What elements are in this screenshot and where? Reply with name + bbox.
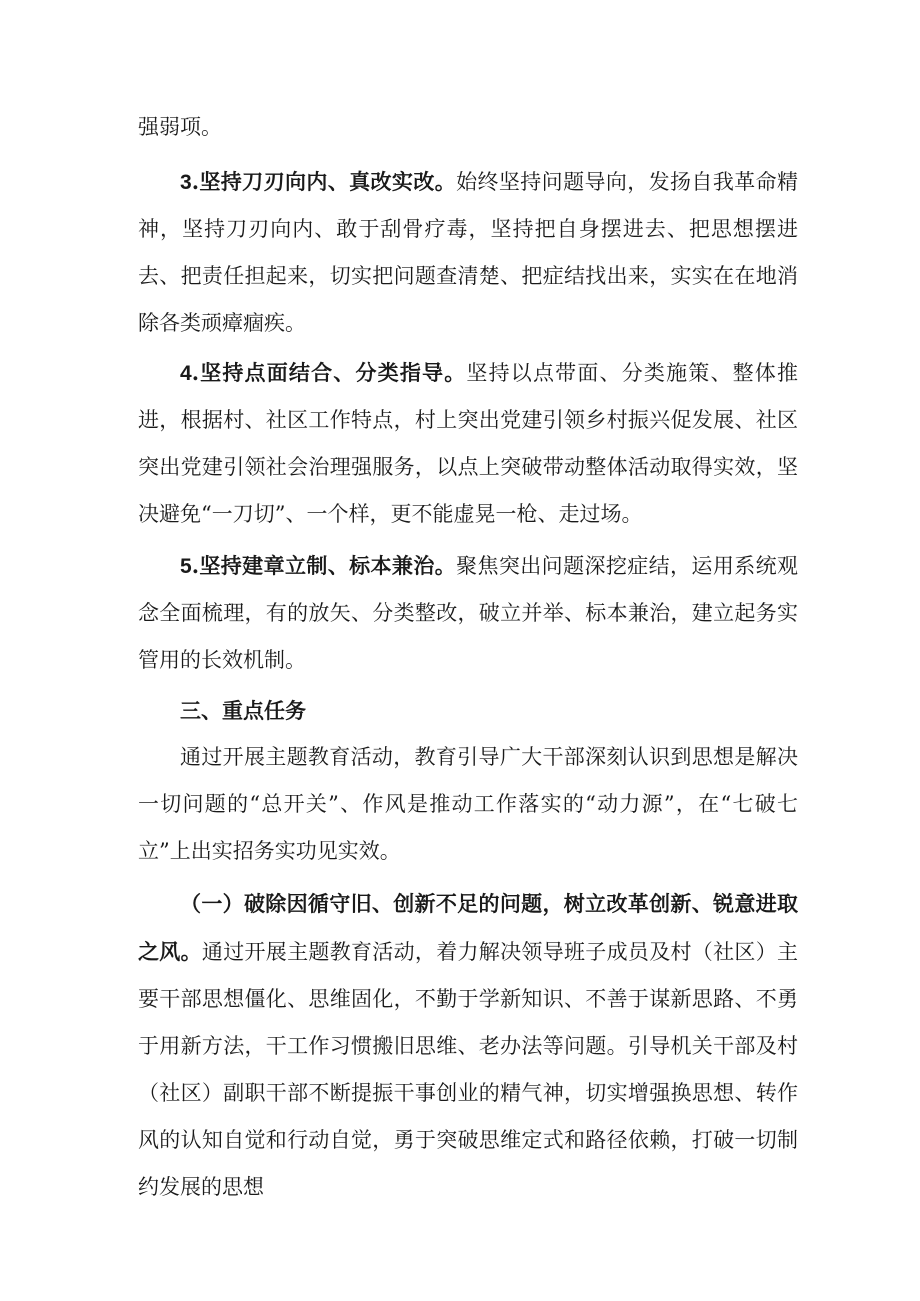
subsection-1-body: 通过开展主题教育活动，着力解决领导班子成员及村（社区）主要干部思想僵化、思维固化，不勤于学新知识、不善于谋新思路、不勇于用新方法，干工作习惯搬旧思维、老办法等问题。引导机关干部及村（社区）副职干部不断提振干事创业的精气神，切实增强换思想、转作风的认知自觉和行动自觉，勇于突破思维定式和路径依赖，打破一切制约发展的思想 [138,940,799,1199]
principle-item-3 [138,158,798,347]
item-3-number: 3 [180,171,192,194]
item-4-body: 坚持以点带面、分类施策、整体推进，根据村、社区工作特点，村上突出党建引领乡村振兴促发展、社区突出党建引领社会治理强服务，以点上突破带动整体活动取得实效，坚决避免“一刀切”、一个样，更不能虚晃一枪、走过场。 [138,361,798,526]
item-5-body: 聚焦突出问题深挖症结，运用系统观念全面梳理，有的放矢、分类整改，破立并举、标本兼治，建立起务实管用的长效机制。 [138,554,799,672]
section-heading: 三、重点任务 [180,698,306,723]
item-4-title: .坚持点面结合、分类指导。 [191,360,467,385]
item-5-title: .坚持建章立制、标本兼治。 [191,553,457,578]
item-4-number: 4 [180,362,192,385]
subsection-1 [138,880,798,1211]
subsection-1-title: （一）破除因循守旧、创新不足的问题，树立改革创新、锐意进取之风。 [138,891,798,964]
paragraph-continuation [138,104,798,151]
principle-item-5 [138,542,798,684]
item-3-title: .坚持刀刃向内、真改实改。 [191,169,457,194]
item-5-number: 5 [180,555,192,578]
paragraph-tail-text: 强弱项。 [138,115,222,139]
principle-item-4 [138,349,798,538]
item-3-body: 始终坚持问题导向，发扬自我革命精神，坚持刀刃向内、敢于刮骨疗毒，坚持把自身摆进去、把思想摆进去、把责任担起来，切实把问题查清楚、把症结找出来，实实在在地消除各类顽瘴痼疾。 [138,170,799,335]
section-intro: 通过开展主题教育活动，教育引导广大干部深刻认识到思想是解决一切问题的“总开关”、作风是推动工作落实的“动力源”，在“七破七立”上出实招务实功见实效。 [138,745,798,863]
